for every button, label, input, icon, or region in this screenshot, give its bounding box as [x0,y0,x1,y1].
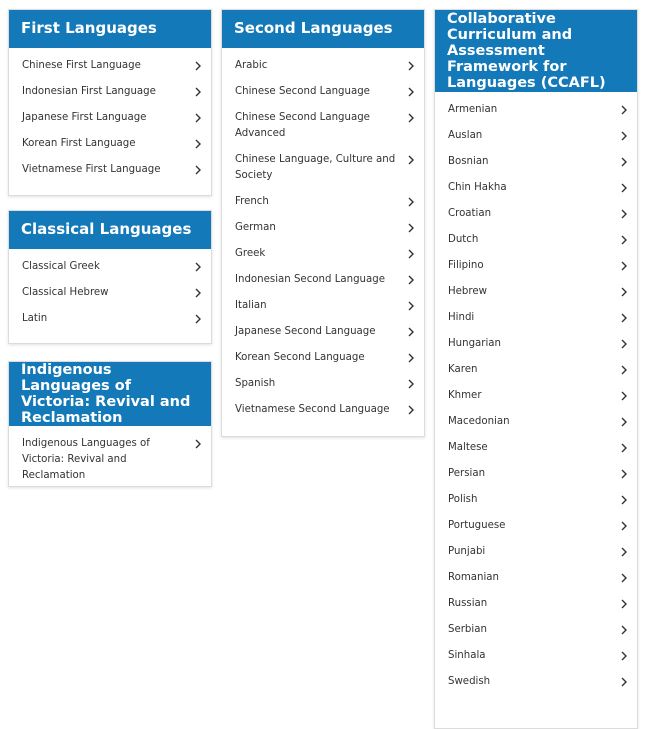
chevron-right-icon [618,468,630,480]
list-item-label: Swedish [448,676,491,687]
list-item-label: Chinese Language, Culture and Society [235,154,396,181]
chevron-right-icon [618,546,630,558]
list-item-label: Japanese Second Language [235,326,376,337]
list-item-label: Persian [448,468,486,479]
list-item[interactable] [9,136,211,152]
chevron-right-icon [618,156,630,168]
list-item-label: Indigenous Languages of Victoria: Revival and Reclamation [22,438,150,481]
list-item-label: Macedonian [448,416,510,427]
chevron-right-icon [618,286,630,298]
chevron-right-icon [618,182,630,194]
chevron-right-icon [618,598,630,610]
list-item-label: Vietnamese Second Language [235,404,390,415]
chevron-right-icon [618,676,630,688]
chevron-right-icon [618,338,630,350]
list-item-label: Polish [448,494,478,505]
list-item[interactable] [9,311,211,327]
classical-languages-list [9,249,211,343]
list-item[interactable] [435,128,637,144]
list-item-label: Karen [448,364,478,375]
list-item-label: Serbian [448,624,487,635]
list-item-label: Sinhala [448,650,486,661]
chevron-right-icon [618,130,630,142]
list-item[interactable] [435,102,637,118]
chevron-right-icon [618,494,630,506]
indigenous-languages-card [8,361,212,487]
list-item[interactable] [222,272,424,288]
list-item-label: Arabic [235,60,268,71]
list-item[interactable] [435,622,637,638]
ccafl-card [434,9,638,729]
chevron-right-icon [192,112,204,124]
list-item[interactable] [435,414,637,430]
chevron-right-icon [618,416,630,428]
list-item-label: Hungarian [448,338,502,349]
list-item[interactable] [9,162,211,178]
second-languages-list [222,48,424,434]
chevron-right-icon [405,378,417,390]
list-item[interactable] [435,232,637,248]
chevron-right-icon [192,86,204,98]
list-item[interactable] [435,284,637,300]
chevron-right-icon [192,313,204,325]
list-item-label: Romanian [448,572,500,583]
chevron-right-icon [405,60,417,72]
list-item[interactable] [9,110,211,126]
list-item[interactable] [222,350,424,366]
list-item[interactable] [435,154,637,170]
list-item[interactable] [435,362,637,378]
list-item[interactable] [222,376,424,392]
ccafl-title: Collaborative Curriculum and Assessment Framework for Languages (CCAFL) [447,11,606,91]
list-item-label: Vietnamese First Language [22,164,161,175]
list-item[interactable] [222,84,424,100]
list-item-label: Hebrew [448,286,487,297]
first-languages-card [8,9,212,196]
list-item-label: Filipino [448,260,484,271]
classical-languages-header [9,211,211,249]
list-item-label: French [235,196,269,207]
chevron-right-icon [618,390,630,402]
list-item-label: Punjabi [448,546,486,557]
list-item[interactable] [222,220,424,236]
chevron-right-icon [618,104,630,116]
list-item[interactable] [435,492,637,508]
chevron-right-icon [618,208,630,220]
list-item[interactable] [9,259,211,275]
list-item-label: Indonesian Second Language [235,274,385,285]
list-item[interactable] [435,206,637,222]
list-item[interactable] [9,84,211,100]
first-languages-title: First Languages [21,19,157,38]
chevron-right-icon [618,624,630,636]
list-item-label: Chinese Second Language Advanced [235,112,370,139]
chevron-right-icon [192,138,204,150]
list-item[interactable] [435,180,637,196]
list-item[interactable] [222,402,424,418]
list-item-label: Chinese First Language [22,60,141,71]
list-item-label: Dutch [448,234,479,245]
list-item-label: Italian [235,300,267,311]
list-item-label: Armenian [448,104,498,115]
list-item[interactable] [222,324,424,340]
list-item[interactable] [222,152,424,184]
chevron-right-icon [192,261,204,273]
indigenous-languages-list [9,426,211,500]
chevron-right-icon [405,222,417,234]
chevron-right-icon [405,352,417,364]
chevron-right-icon [192,287,204,299]
list-item-label: Auslan [448,130,483,141]
chevron-right-icon [618,650,630,662]
list-item-label: Bosnian [448,156,489,167]
chevron-right-icon [405,112,417,124]
list-item[interactable] [9,285,211,301]
list-item[interactable] [9,436,211,484]
list-item[interactable] [222,298,424,314]
chevron-right-icon [405,274,417,286]
list-item[interactable] [222,246,424,262]
second-languages-title: Second Languages [234,19,393,38]
list-item[interactable] [435,336,637,352]
chevron-right-icon [405,154,417,166]
chevron-right-icon [618,364,630,376]
list-item[interactable] [222,110,424,142]
chevron-right-icon [192,438,204,450]
ccafl-list [435,92,637,706]
chevron-right-icon [405,300,417,312]
list-item[interactable] [9,58,211,74]
list-item[interactable] [435,388,637,404]
chevron-right-icon [618,312,630,324]
chevron-right-icon [618,260,630,272]
chevron-right-icon [405,86,417,98]
chevron-right-icon [618,572,630,584]
list-item-label: Korean First Language [22,138,136,149]
list-item[interactable] [222,58,424,74]
list-item[interactable] [435,466,637,482]
chevron-right-icon [192,60,204,72]
list-item-label: Greek [235,248,266,259]
list-item[interactable] [435,310,637,326]
chevron-right-icon [192,164,204,176]
list-item-label: Croatian [448,208,492,219]
list-item-label: Latin [22,313,48,324]
list-item-label: Classical Greek [22,261,100,272]
indigenous-languages-title: Indigenous Languages of Victoria: Revival and Reclamation [21,362,191,426]
chevron-right-icon [618,234,630,246]
list-item[interactable] [435,648,637,664]
chevron-right-icon [618,442,630,454]
list-item[interactable] [435,570,637,586]
second-languages-card [221,9,425,437]
chevron-right-icon [618,520,630,532]
classical-languages-card [8,210,212,344]
list-item-label: Spanish [235,378,276,389]
list-item[interactable] [435,674,637,690]
list-item-label: Khmer [448,390,482,401]
list-item[interactable] [435,440,637,456]
list-item-label: Japanese First Language [22,112,147,123]
chevron-right-icon [405,404,417,416]
chevron-right-icon [405,248,417,260]
list-item-label: Portuguese [448,520,506,531]
list-item[interactable] [435,596,637,612]
classical-languages-title: Classical Languages [21,220,192,239]
first-languages-list [9,48,211,194]
list-item-label: Korean Second Language [235,352,365,363]
list-item-label: Indonesian First Language [22,86,156,97]
ccafl-header [435,10,637,92]
second-languages-header [222,10,424,48]
list-item-label: Russian [448,598,488,609]
list-item[interactable] [435,518,637,534]
list-item[interactable] [222,194,424,210]
list-item[interactable] [435,544,637,560]
list-item-label: German [235,222,276,233]
first-languages-header [9,10,211,48]
list-item-label: Hindi [448,312,475,323]
list-item-label: Chinese Second Language [235,86,370,97]
indigenous-languages-header [9,362,211,426]
list-item[interactable] [435,258,637,274]
list-item-label: Maltese [448,442,488,453]
list-item-label: Chin Hakha [448,182,507,193]
chevron-right-icon [405,196,417,208]
list-item-label: Classical Hebrew [22,287,109,298]
chevron-right-icon [405,326,417,338]
